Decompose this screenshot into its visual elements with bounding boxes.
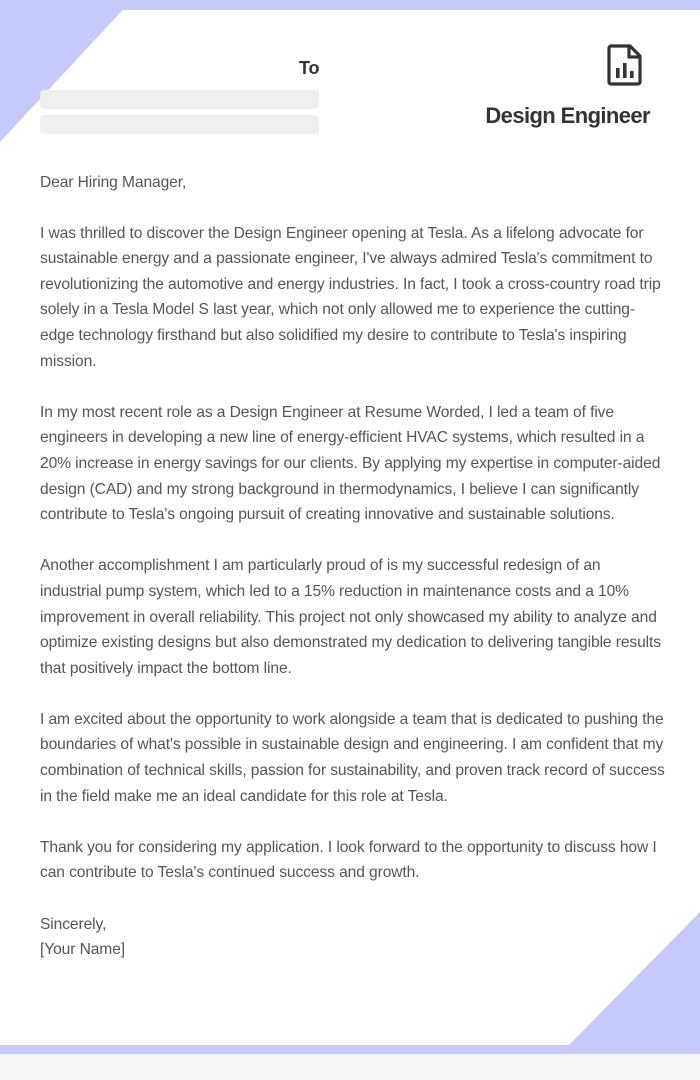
letter-paragraph: In my most recent role as a Design Engineer at Resume Worded, I led a team of five engineers in developing a new line of energy-efficient HVAC systems, which resulted in a 20% increase in energy savings for our clients. By applying my expertise in computer-aided design (CAD) and my strong background in thermodynamics, I believe I can significantly contribute to Tesla's ongoing pursuit of creating innovative and sustainable solutions.	[40, 403, 661, 524]
closing: Sincerely,	[40, 915, 107, 933]
job-title: Design Engineer	[485, 103, 650, 128]
salutation: Dear Hiring Manager,	[40, 174, 187, 191]
letter-paragraph: Thank you for considering my application. I look forward to the opportunity to discuss how I can contribute to Tesla's continued success and growth.	[40, 838, 657, 882]
letter-body	[40, 170, 665, 963]
letter-paragraph: I am excited about the opportunity to work alongside a team that is dedicated to pushing the boundaries of what's possible in sustainable design and engineering. I am confident that my combination of technical skills, passion for sustainability, and proven track record of success in the field make me an ideal candidate for this role at Tesla.	[40, 710, 665, 805]
recipient-address-placeholder	[40, 115, 319, 134]
letter-paragraph: I was thrilled to discover the Design Engineer opening at Tesla. As a lifelong advocate for sustainable energy and a passionate engineer, I've always admired Tesla's commitment to revolutionizing the automotive and energy industries. In fact, I took a cross-country road trip solely in a Tesla Model S last year, which not only allowed me to experience the cutting-edge technology firsthand but also solidified my desire to contribute to Tesla's inspiring mission.	[40, 224, 661, 370]
letter-paragraph: Another accomplishment I am particularly proud of is my successful redesign of an industrial pump system, which led to a 15% reduction in maintenance costs and a 10% improvement in overall reliability. This project not only showcased my ability to analyze and optimize existing designs but also demonstrated my dedication to delivering tangible results that positively impact the bottom line.	[40, 557, 661, 677]
signature-placeholder: [Your Name]	[40, 941, 126, 959]
document-chart-icon	[607, 44, 643, 86]
recipient-name-placeholder	[40, 90, 319, 109]
recipient-label: To	[299, 58, 320, 78]
